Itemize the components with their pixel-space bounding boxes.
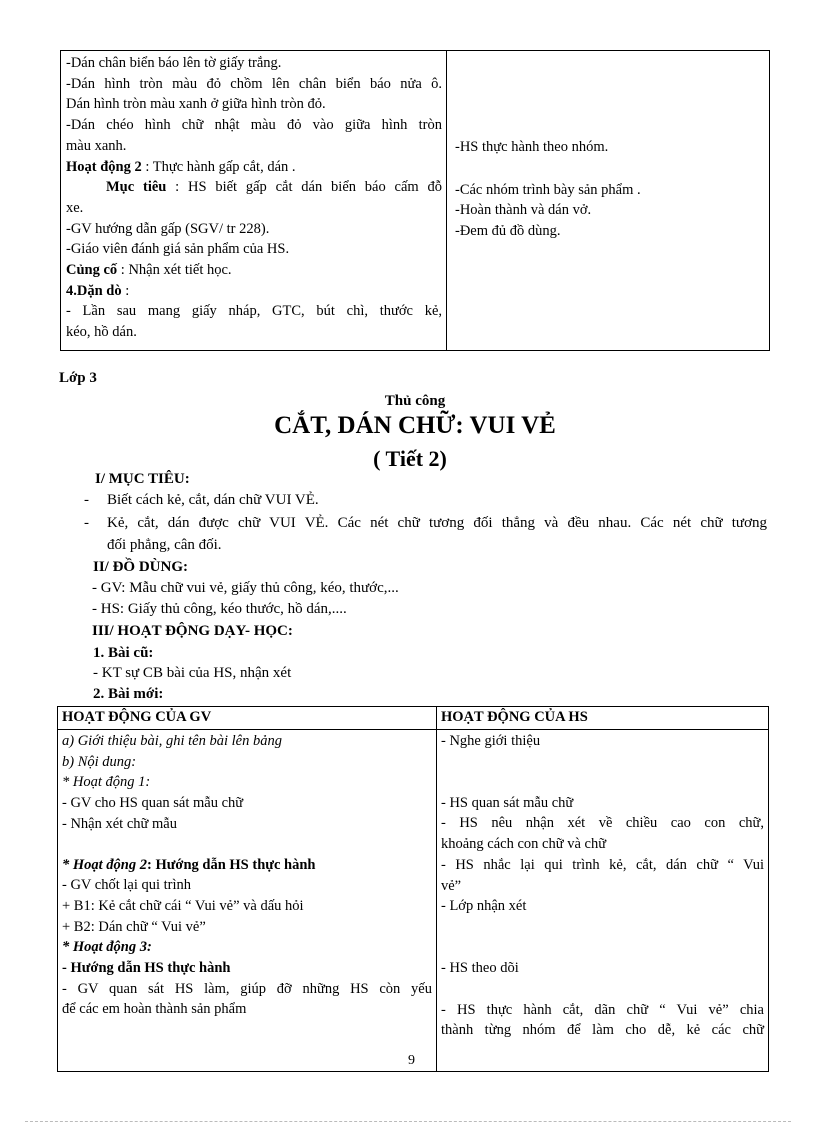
text-line: + B2: Dán chữ “ Vui vẻ” [62, 918, 206, 935]
objective-item: Kẻ, cắt, dán được chữ VUI VẺ. Các nét chữ tương đối thẳng và đều nhau. Các nét chữ tương [107, 515, 767, 531]
text-line: kéo, hồ dán. [66, 324, 137, 341]
activity-2-label: Hoạt động 2 [66, 158, 142, 175]
text-line: - HS nêu nhận xét về chiều cao con chữ, [441, 815, 764, 832]
lesson-subtitle: ( Tiết 2) [373, 446, 447, 471]
activity-2-text: : Thực hành gấp cắt, dán . [141, 158, 296, 175]
subject-label: Thủ công [384, 393, 446, 409]
objective-item-continued: đối phẳng, cân đối. [107, 537, 222, 553]
text-line: - Lần sau mang giấy nháp, GTC, bút chì, thước kẻ, [66, 303, 442, 320]
text-line: - Lớp nhận xét [441, 898, 527, 915]
homework-label: 4.Dặn dò [66, 282, 122, 299]
grade-label: Lớp 3 [59, 370, 97, 386]
text-line: - HS quan sát mẫu chữ [441, 794, 574, 811]
materials-item: - HS: Giấy thủ công, kéo thước, hồ dán,.... [92, 601, 347, 617]
text-line: -Đem đủ đồ dùng. [455, 223, 561, 240]
new-lesson-heading: 2. Bài mới: [93, 686, 164, 702]
text-line: - GV cho HS quan sát mẫu chữ [62, 795, 244, 812]
text-line: - HS theo dõi [441, 959, 519, 976]
text-line [66, 157, 442, 178]
lesson-title: CẮT, DÁN CHỮ: VUI VẺ [274, 412, 556, 439]
text-line [66, 281, 442, 302]
header-student: HOẠT ĐỘNG CỦA HS [437, 707, 769, 730]
top-table-teacher-cell [61, 51, 447, 351]
text-line [62, 855, 432, 876]
teacher-activities-cell [58, 730, 437, 1072]
text-line [66, 260, 442, 281]
page-bottom-divider [25, 1121, 791, 1122]
text-line: Dán hình tròn màu xanh ở giữa hình tròn đỏ. [66, 96, 326, 113]
bullet-icon: - [84, 492, 89, 508]
top-activity-table [60, 50, 770, 351]
materials-item: - GV: Mẫu chữ vui vẻ, giấy thủ công, kéo, thước,... [92, 580, 399, 596]
text-line: -HS thực hành theo nhóm. [455, 139, 609, 155]
student-activities-cell [437, 730, 769, 1072]
main-activity-table [57, 706, 769, 1072]
objectives-heading: I/ MỤC TIÊU: [95, 471, 190, 487]
text-line: -Hoàn thành và dán vở. [455, 202, 592, 219]
objective-text: : HS biết gấp cắt dán biển báo cấm đỗ [166, 179, 442, 196]
activity-2-text: : Hướng dẫn HS thực hành [147, 856, 316, 873]
header-teacher: HOẠT ĐỘNG CỦA GV [58, 707, 437, 730]
consolidation-label: Củng cố [66, 262, 118, 279]
objective-item: Biết cách kẻ, cắt, dán chữ VUI VẺ. [107, 492, 319, 508]
text-line: -Giáo viên đánh giá sản phẩm của HS. [66, 241, 290, 258]
text-line: vẻ” [441, 877, 462, 894]
text-line: - HS thực hành cắt, dãn chữ “ Vui vẻ” chia [441, 1001, 764, 1018]
page-number: 9 [408, 1053, 415, 1068]
bullet-icon: - [84, 515, 89, 531]
text-line: - Hướng dẫn HS thực hành [62, 960, 231, 977]
text-line [66, 177, 442, 198]
text-line: màu xanh. [66, 137, 127, 154]
text-line: -Dán chéo hình chữ nhật màu đỏ vào giữa hình tròn [66, 117, 442, 134]
homework-colon: : [121, 282, 130, 299]
activities-heading: III/ HOẠT ĐỘNG DẠY- HỌC: [92, 623, 293, 639]
top-table-student-cell [447, 51, 770, 351]
text-line: -GV hướng dẫn gấp (SGV/ tr 228). [66, 220, 270, 237]
text-line: * Hoạt động 3: [62, 939, 152, 956]
old-lesson-text: - KT sự CB bài của HS, nhận xét [93, 665, 292, 681]
text-line: để các em hoàn thành sản phẩm [62, 1001, 247, 1018]
consolidation-text: : Nhận xét tiết học. [117, 262, 232, 279]
text-line: b) Nội dung: [62, 753, 137, 770]
text-line: - HS nhắc lại qui trình kẻ, cắt, dán chữ “ Vui [441, 856, 764, 873]
text-line: - Nhận xét chữ mẫu [62, 815, 177, 832]
text-line: -Các nhóm trình bày sản phẩm . [455, 181, 641, 198]
text-line: -Dán hình tròn màu đỏ chồm lên chân biển báo nửa ô. [66, 75, 442, 92]
text-line: - Nghe giới thiệu [441, 733, 541, 749]
text-line: xe. [66, 199, 84, 216]
text-line: thành từng nhóm để làm cho dễ, kẻ các chữ [441, 1022, 764, 1039]
text-line: -Dán chân biển báo lên tờ giấy trắng. [66, 55, 282, 71]
old-lesson-heading: 1. Bài cũ: [93, 645, 154, 661]
objective-label: Mục tiêu [106, 179, 167, 196]
text-line: * Hoạt động 1: [62, 774, 151, 791]
text-line: a) Giới thiệu bài, ghi tên bài lên bảng [62, 733, 282, 749]
text-line: - GV quan sát HS làm, giúp đỡ những HS còn yếu [62, 980, 432, 997]
activity-2-label: * Hoạt động 2 [62, 856, 147, 873]
text-line: khoảng cách con chữ và chữ [441, 836, 607, 853]
materials-heading: II/ ĐỒ DÙNG: [93, 559, 189, 575]
text-line: - GV chốt lại qui trình [62, 877, 192, 894]
text-line: + B1: Kẻ cắt chữ cái “ Vui vẻ” và dấu hỏi [62, 897, 304, 914]
